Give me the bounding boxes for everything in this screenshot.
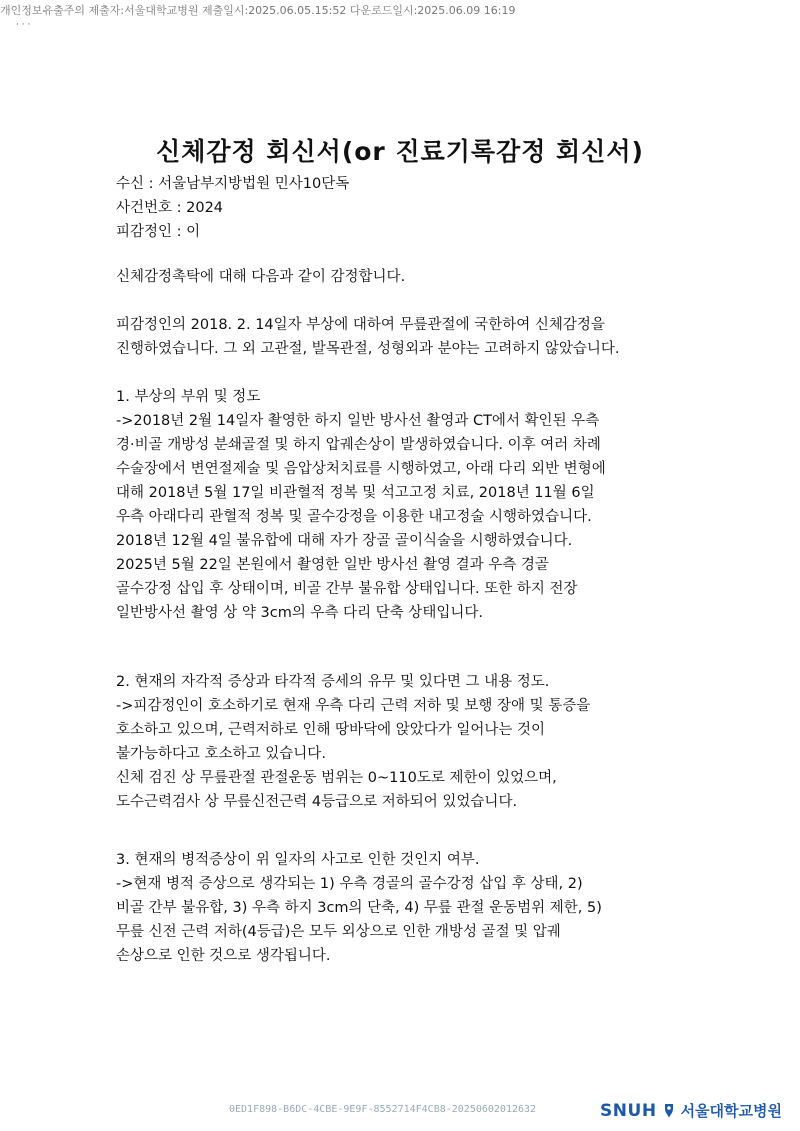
intro-line: 신체감정촉탁에 대해 다음과 같이 감정합니다. — [116, 269, 406, 285]
scope-line: 진행하였습니다. 그 외 고관절, 발목관절, 성형외과 분야는 고려하지 않았습니다. — [116, 341, 620, 357]
case-number-line: 사건번호 : 2024 — [116, 200, 224, 216]
section-causation — [116, 848, 696, 968]
section-line: 대해 2018년 5월 17일 비관혈적 정복 및 석고고정 치료, 2018년 11월 6일 — [116, 485, 595, 501]
recipient-line: 수신 : 서울남부지방법원 민사10단독 — [116, 176, 350, 192]
section-line: 경·비골 개방성 분쇄골절 및 하지 압궤손상이 발생하였습니다. 이후 여러 차례 — [116, 437, 601, 453]
section-line: 호소하고 있으며, 근력저하로 인해 땅바닥에 앉았다가 일어나는 것이 — [116, 722, 546, 738]
section-heading: 1. 부상의 부위 및 정도 — [116, 389, 261, 405]
section-line: ->피감정인이 호소하기로 현재 우측 다리 근력 저하 및 보행 장애 및 통증을 — [116, 698, 591, 714]
section-heading: 2. 현재의 자각적 증상과 타각적 증세의 유무 및 있다면 그 내용 정도. — [116, 674, 550, 690]
section-line: 2025년 5월 22일 본원에서 촬영한 일반 방사선 촬영 결과 우측 경골 — [116, 557, 549, 573]
document-title: 신체감정 회신서(or 진료기록감정 회신서) — [156, 137, 644, 166]
section-line: 수술장에서 변연절제술 및 음압상처치료를 시행하였고, 아래 다리 외반 변형에 — [116, 461, 606, 477]
logo-abbr: SNUH — [600, 1100, 657, 1121]
section-symptoms — [116, 670, 696, 814]
section-line: 무릎 신전 근력 저하(4등급)은 모두 외상으로 인한 개방성 골절 및 압궤 — [116, 924, 561, 940]
section-line: 2018년 12월 4일 불유합에 대해 자가 장골 골이식술을 시행하였습니다. — [116, 533, 573, 549]
examinee-line: 피감정인 : 이 — [116, 224, 201, 240]
section-line: 일반방사선 촬영 상 약 3cm의 우측 다리 단축 상태입니다. — [116, 605, 483, 621]
scope-line: 피감정인의 2018. 2. 14일자 부상에 대하여 무릎관절에 국한하여 신체감정을 — [116, 317, 605, 333]
logo-emblem-icon — [663, 1103, 675, 1119]
section-line: 우측 아래다리 관혈적 정복 및 골수강정을 이용한 내고정술 시행하였습니다. — [116, 509, 592, 525]
section-line: 골수강정 삽입 후 상태이며, 비골 간부 불유합 상태입니다. 또한 하지 전장 — [116, 581, 578, 597]
download-watermark: 개인정보유출주의 제출자:서울대학교병원 제출일시:2025.06.05.15:52 다운로드일시:2025.06.09 16:19 — [0, 4, 516, 17]
hospital-logo — [600, 1100, 782, 1121]
section-line: 신체 검진 상 무릎관절 관절운동 범위는 0~110도로 제한이 있었으며, — [116, 770, 557, 786]
logo-hospital-name: 서울대학교병원 — [680, 1102, 782, 1120]
section-line: 도수근력검사 상 무릎신전근력 4등급으로 저하되어 있었습니다. — [116, 794, 518, 810]
scope-paragraph — [116, 313, 696, 361]
section-heading: 3. 현재의 병적증상이 위 일자의 사고로 인한 것인지 여부. — [116, 852, 480, 868]
document-id: 0ED1F898-B6DC-4CBE-9E9F-8552714F4CB8-20250602012632 — [229, 1104, 537, 1115]
meta-block — [116, 172, 696, 244]
section-line: ->2018년 2월 14일자 촬영한 하지 일반 방사선 촬영과 CT에서 확인된 우측 — [116, 413, 600, 429]
intro-paragraph — [116, 265, 696, 289]
section-line: 불가능하다고 호소하고 있습니다. — [116, 746, 326, 762]
section-line: ->현재 병적 증상으로 생각되는 1) 우측 경골의 골수강정 삽입 후 상태, 2) — [116, 876, 583, 892]
section-line: 비골 간부 불유합, 3) 우측 하지 3cm의 단축, 4) 무릎 관절 운동범위 제한, 5) — [116, 900, 602, 916]
section-line: 손상으로 인한 것으로 생각됩니다. — [116, 948, 331, 964]
scan-marks: · · · — [16, 20, 31, 30]
section-injury — [116, 385, 696, 625]
